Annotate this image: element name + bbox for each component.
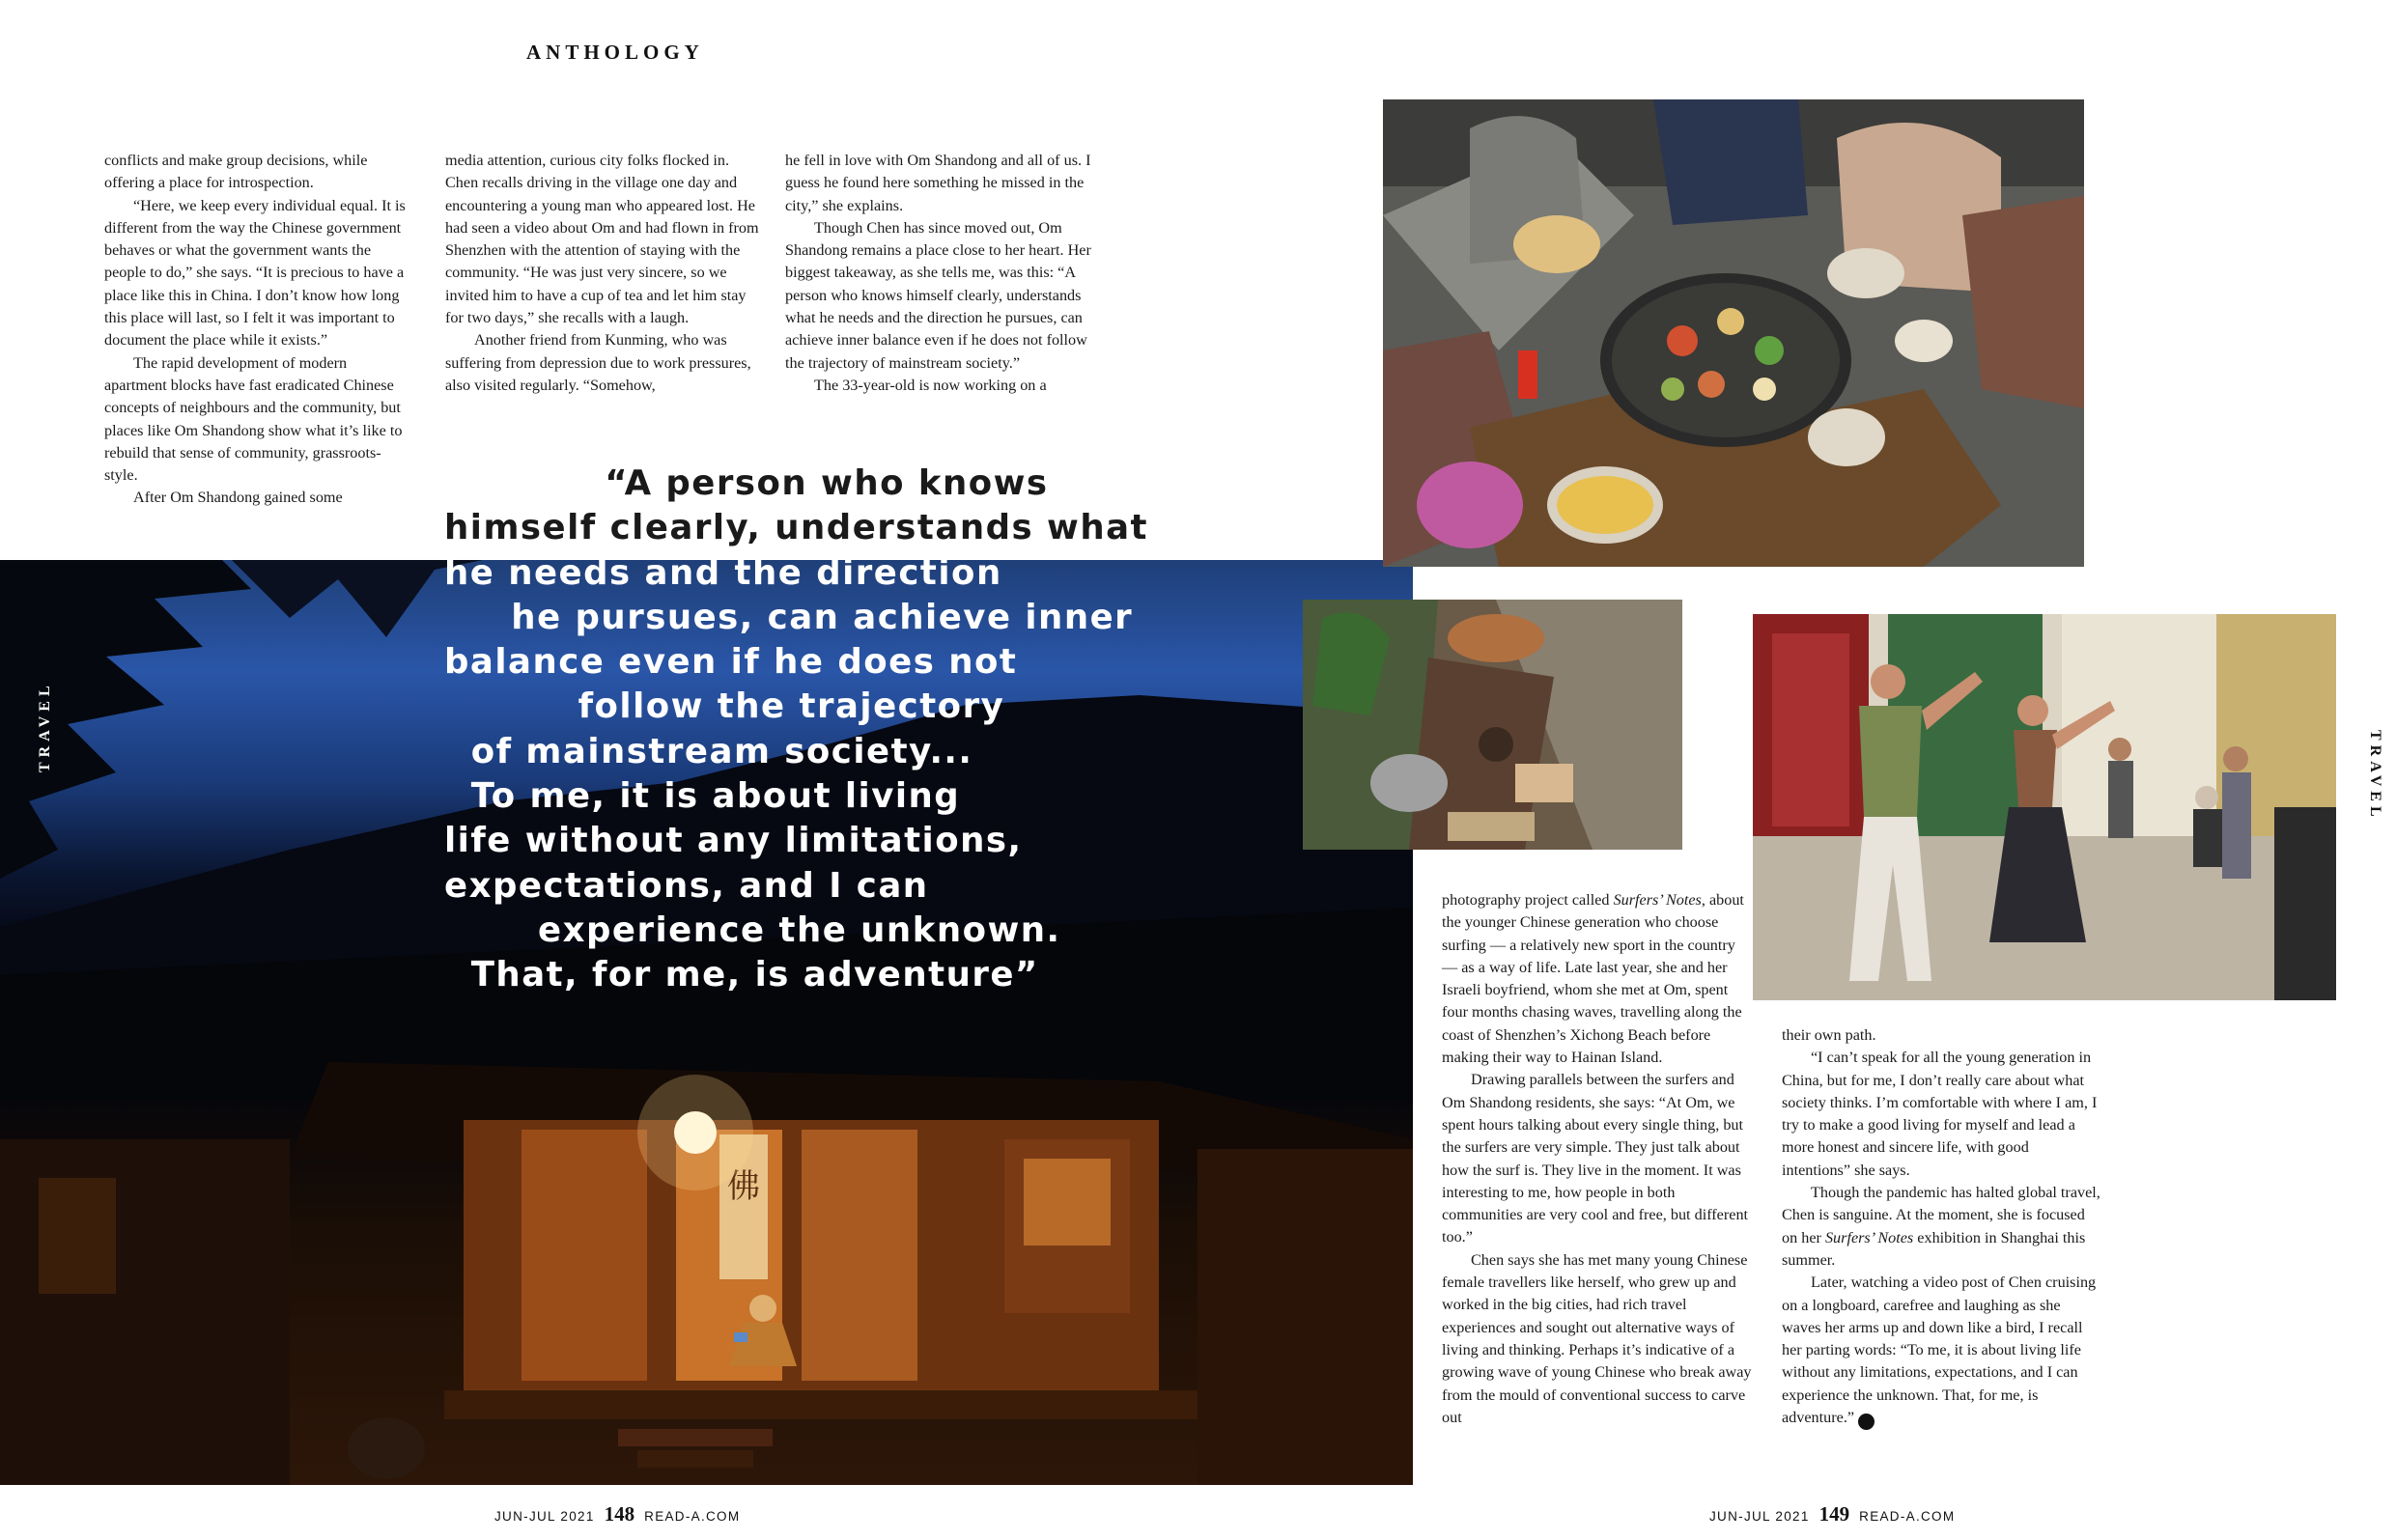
folio-date: JUN-JUL 2021: [1709, 1509, 1810, 1524]
side-tag-right: TRAVEL: [2367, 730, 2383, 822]
italic-title: Surfers’ Notes: [1613, 891, 1702, 909]
pull-quote-line: expectations, and I can: [444, 865, 929, 906]
end-mark-icon: A: [1858, 1414, 1875, 1430]
body-column-1: [104, 150, 406, 510]
text-run: exhibition in Shanghai this summer.: [1782, 1228, 2086, 1269]
paragraph: [1782, 1182, 2100, 1272]
pull-quote-line: That, for me, is adventure”: [444, 955, 1039, 995]
paragraph: The 33-year-old is now working on a: [814, 376, 1047, 394]
paragraph: [1782, 1272, 2100, 1430]
kitchen-overhead-photo: [1303, 600, 1682, 850]
italic-title: Surfers’ Notes: [1824, 1228, 1914, 1246]
body-column-3: [785, 150, 1100, 397]
communal-meal-photo: [1383, 99, 2084, 567]
body-column-2: [445, 150, 760, 397]
paragraph: Chen says she has met many young Chinese female travellers like herself, who grew up and worked in the big cities, had rich travel experiences and sought out alternative ways of living and thinking. Perhaps it’s indicative of a growing wave of young Chinese who break away from the mould of conventional success to carve out: [1442, 1250, 1752, 1426]
paragraph: Another friend from Kunming, who was suffering from depression due to work pressures, also visited regularly. “Somehow,: [445, 331, 751, 394]
text-run: , about the younger Chinese generation who choose surfing — a relatively new sport in the country — as a way of life. Late last year, she and her Israeli boyfriend, whom she met at Om, spent four months chasing waves, travelling along the coast of Shenzhen’s Xichong Beach before making their way to Hainan Island.: [1442, 891, 1744, 1067]
pull-quote-line: follow the trajectory: [444, 686, 1005, 727]
pull-quote-line: he pursues, can achieve inner: [444, 597, 1134, 637]
pull-quote-line: “A person who knows: [444, 463, 1049, 503]
pull-quote-line: experience the unknown.: [444, 910, 1061, 950]
side-tag-left: TRAVEL: [37, 681, 53, 772]
paragraph: conflicts and make group decisions, while offering a place for introspection.: [104, 152, 368, 192]
section-header: ANTHOLOGY: [526, 41, 704, 64]
paragraph: their own path.: [1782, 1026, 1876, 1044]
paragraph: “I can’t speak for all the young generation in China, but for me, I don’t really care about what society thinks. I’m comfortable with where I am, I try to make a good living for myself and lead a more honest and sincere life, with good intentions” she says.: [1782, 1049, 2098, 1179]
text-run: Later, watching a video post of Chen cruising on a longboard, carefree and laughing as she waves her arms up and down like a bird, I recall her parting words: “To me, it is about living life without any limitations, expectations, and I can experience the unknown. That, for me, is adventure.”: [1782, 1274, 2097, 1427]
folio-site: READ-A.COM: [644, 1509, 741, 1524]
text-run: photography project called: [1442, 891, 1614, 909]
paragraph: After Om Shandong gained some: [133, 489, 343, 507]
page-number: 149: [1818, 1502, 1850, 1526]
pull-quote-line: To me, it is about living: [444, 776, 961, 817]
paragraph: Drawing parallels between the surfers and Om Shandong residents, she says: “At Om, we spent hours talking about every single thing, but the surfers are very simple. They just talk about how the surf is. They live in the moment. It was interesting to me, how people in both communities are very cool and free, but different too.”: [1442, 1071, 1749, 1246]
page-number: 148: [604, 1502, 635, 1526]
pull-quote-line: balance even if he does not: [444, 642, 1018, 683]
pull-quote-line: life without any limitations,: [444, 821, 1023, 861]
paragraph: [1442, 889, 1753, 1069]
dance-studio-photo: [1753, 614, 2336, 1000]
body-column-4: [1442, 889, 1753, 1429]
paragraph: The rapid development of modern apartment blocks have fast eradicated Chinese concepts of neighbours and the community, but places like Om Shandong show what it’s like to rebuild that sense of community, grassroots-style.: [104, 353, 403, 485]
paragraph: media attention, curious city folks flocked in. Chen recalls driving in the village one day and encountering a young man who appeared lost. He had seen a video about Om and had flown in from Shenzhen with the attention of staying with the community. “He was just very sincere, so we invited him to have a cup of tea and let him stay for two days,” she recalls with a laugh.: [445, 152, 759, 327]
folio-date: JUN-JUL 2021: [494, 1509, 595, 1524]
pull-quote: [444, 462, 1149, 998]
paragraph: Though Chen has since moved out, Om Shandong remains a place close to her heart. Her biggest takeaway, as she tells me, was this: “A person who knows himself clearly, understands what he needs and the direction he pursues, can achieve inner balance even if he does not follow the trajectory of mainstream society.”: [785, 218, 1091, 372]
folio-right: [1709, 1502, 1955, 1526]
pull-quote-line: himself clearly, understands what: [444, 508, 1149, 548]
banner-character: 佛: [727, 1167, 760, 1206]
paragraph: “Here, we keep every individual equal. It is different from the way the Chinese government behaves or what the government wants the people to do,” she says. “It is precious to have a place like this in China. I don’t know how long this place will last, so I felt it was important to document the place while it exists.”: [104, 196, 406, 350]
body-column-5: [1782, 1024, 2100, 1430]
pull-quote-line: he needs and the direction: [444, 552, 1002, 593]
text-run: Though the pandemic has halted global travel, Chen is sanguine. At the moment, she is focused on her: [1782, 1184, 2100, 1246]
folio-site: READ-A.COM: [1859, 1509, 1956, 1524]
paragraph: he fell in love with Om Shandong and all of us. I guess he found here something he missed in the city,” she explains.: [785, 152, 1091, 214]
pull-quote-line: of mainstream society...: [444, 731, 973, 771]
folio-left: [494, 1502, 740, 1526]
